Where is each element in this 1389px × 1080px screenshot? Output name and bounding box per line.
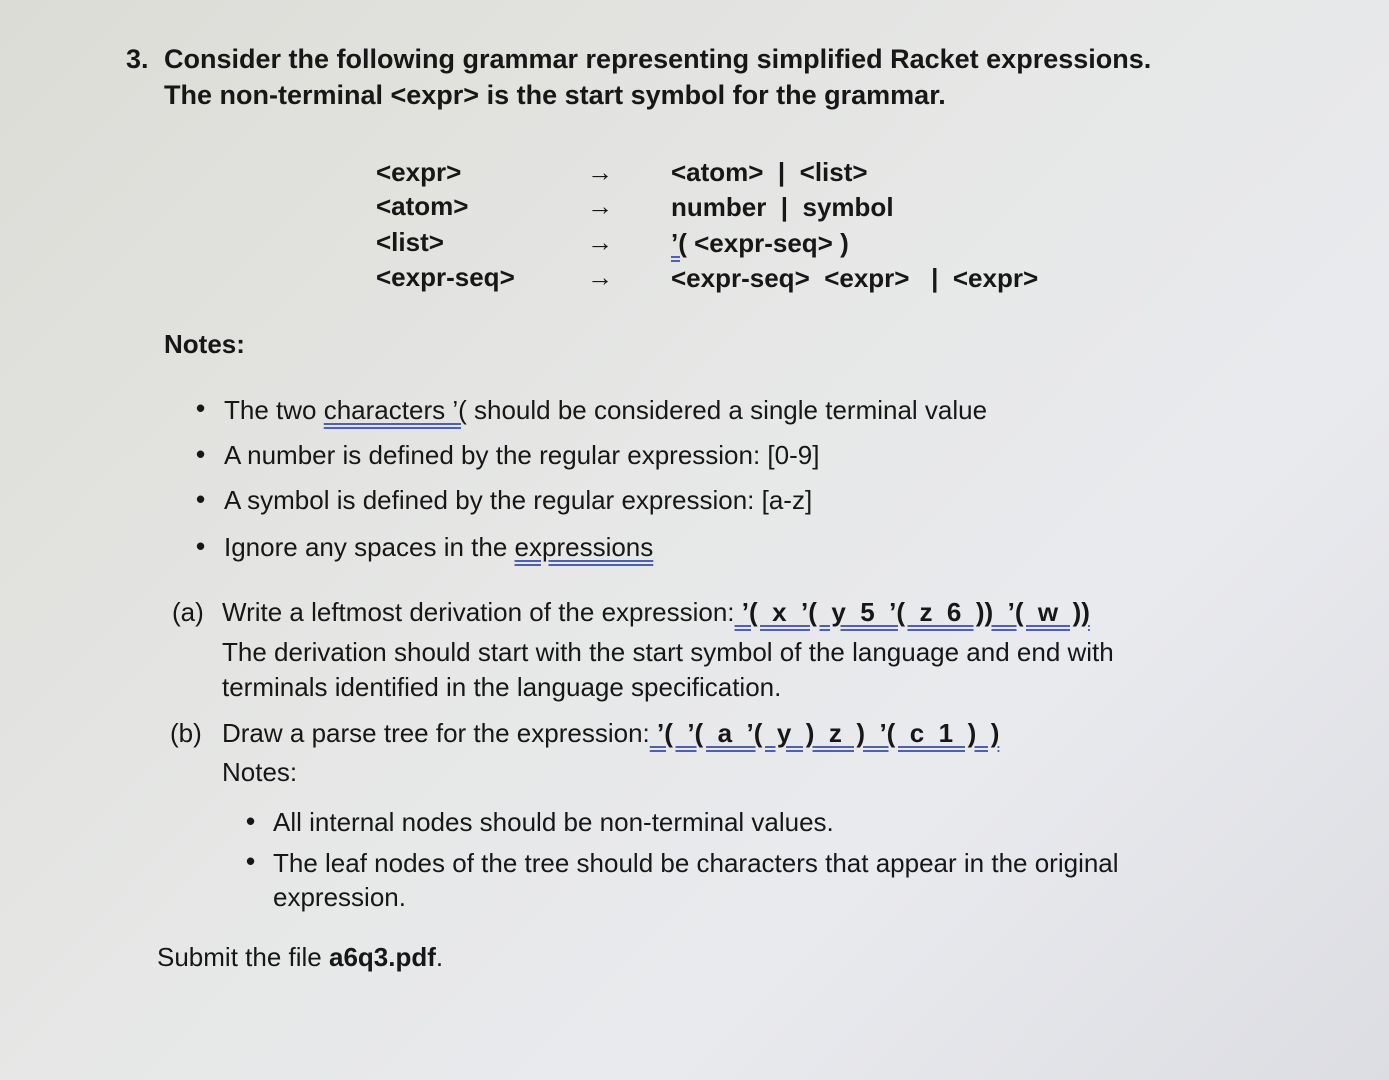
grammar-lhs-atom: <atom>	[376, 191, 469, 221]
grammar-arrow: →	[587, 262, 613, 292]
part-a-line1	[222, 597, 1090, 628]
notes-item-underlined: expressions	[514, 532, 654, 562]
quote-paren-token: ’(	[671, 228, 687, 258]
notes-item-4	[224, 532, 653, 563]
notes-item-text: should be considered a single terminal value	[466, 395, 988, 425]
notes-item-3: A symbol is defined by the regular expression: [a-z]	[224, 485, 813, 515]
part-b-expression: ’( ’( a ’( y ) z ) ’( c 1 ) )	[649, 718, 1000, 748]
notes-item-underlined: characters ’(	[323, 395, 467, 425]
grammar-arrow: →	[587, 157, 613, 187]
submit-period: .	[435, 942, 444, 972]
grammar-lhs-expr-seq: <expr-seq>	[376, 262, 515, 292]
grammar-rhs-list-rest: <expr-seq> )	[686, 228, 849, 258]
grammar-rhs-atom: number | symbol	[671, 192, 894, 222]
bullet-icon: •	[196, 484, 206, 514]
bullet-icon: •	[246, 846, 256, 876]
part-a-line2: The derivation should start with the start symbol of the language and end with	[222, 637, 1114, 667]
bullet-icon: •	[246, 806, 256, 836]
notes-item-1	[224, 395, 987, 426]
notes-item-text: The two	[224, 395, 324, 425]
part-b-prompt: Draw a parse tree for the expression:	[222, 718, 650, 748]
part-a-prompt: Write a leftmost derivation of the expression:	[222, 597, 735, 627]
grammar-rhs-expr-seq: <expr-seq> <expr> | <expr>	[671, 263, 1039, 293]
part-b-line1	[222, 718, 999, 749]
part-a-line3: terminals identified in the language specification.	[222, 672, 782, 702]
grammar-arrow: →	[587, 227, 613, 257]
notes-item-text: Ignore any spaces in the	[224, 532, 515, 562]
notes-item-2: A number is defined by the regular expression: [0-9]	[224, 440, 820, 470]
question-text-line1: Consider the following grammar representing simplified Racket expressions.	[164, 44, 1152, 74]
part-b-note-1: All internal nodes should be non-terminal values.	[273, 807, 834, 837]
grammar-arrow: →	[587, 191, 613, 221]
part-b-note-2: The leaf nodes of the tree should be characters that appear in the original	[273, 848, 1119, 878]
grammar-rhs-expr: <atom> | <list>	[671, 157, 868, 187]
part-b-label: (b)	[170, 718, 202, 748]
question-number: 3.	[126, 44, 149, 74]
notes-heading: Notes:	[164, 329, 245, 359]
submit-text: Submit the file	[157, 942, 329, 972]
grammar-rhs-list	[671, 228, 849, 259]
grammar-lhs-expr: <expr>	[376, 157, 462, 187]
bullet-icon: •	[196, 393, 206, 423]
question-text-line2: The non-terminal <expr> is the start symbol for the grammar.	[164, 80, 946, 110]
bullet-icon: •	[196, 439, 206, 469]
part-b-note-2-cont: expression.	[273, 882, 406, 912]
part-a-label: (a)	[172, 597, 204, 627]
grammar-lhs-list: <list>	[376, 227, 444, 257]
submit-instruction	[157, 942, 443, 973]
part-a-expression: ’( x ’( y 5 ’( z 6 )) ’( w ))	[734, 597, 1090, 627]
part-b-notes-label: Notes:	[222, 757, 298, 787]
submit-filename: a6q3.pdf	[328, 942, 436, 972]
bullet-icon: •	[196, 531, 206, 561]
